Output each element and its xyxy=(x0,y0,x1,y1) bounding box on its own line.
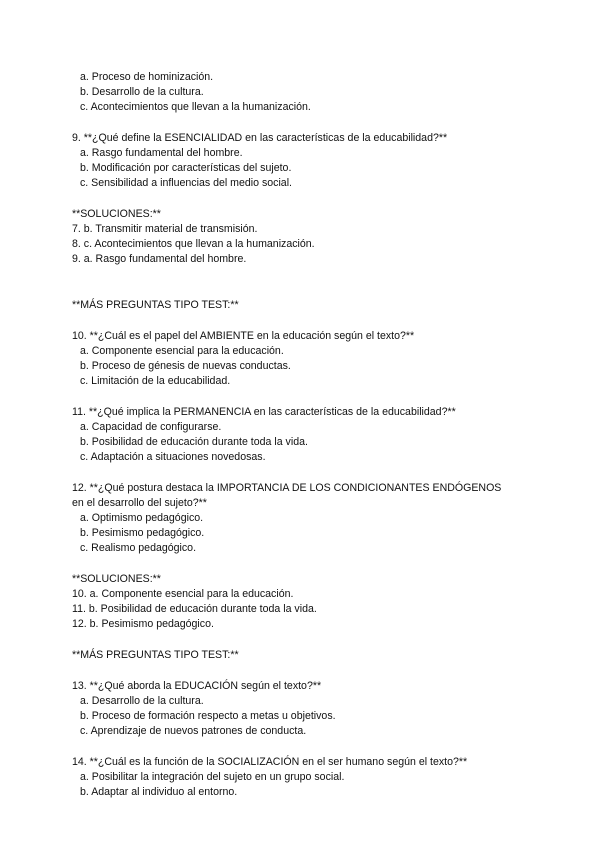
option-b: b. Proceso de génesis de nuevas conductas. xyxy=(80,360,291,372)
option-c: c. Acontecimientos que llevan a la humanización. xyxy=(80,101,311,113)
option-b: b. Modificación por características del sujeto. xyxy=(80,162,292,174)
section-heading-2 xyxy=(72,298,542,313)
option-a: a. Proceso de hominización. xyxy=(80,71,214,83)
question-text: 10. **¿Cuál es el papel del AMBIENTE en la educación según el texto?** xyxy=(72,330,415,342)
solution-item: 11. b. Posibilidad de educación durante toda la vida. xyxy=(72,603,317,615)
option-a: a. Componente esencial para la educación. xyxy=(80,345,284,357)
solution-item: 10. a. Componente esencial para la educación. xyxy=(72,588,294,600)
option-c: c. Realismo pedagógico. xyxy=(80,542,197,554)
question-text-line-2: en el desarrollo del sujeto?** xyxy=(72,497,207,509)
solutions-block-2 xyxy=(72,572,542,632)
option-c: c. Limitación de la educabilidad. xyxy=(80,375,231,387)
section-heading: **MÁS PREGUNTAS TIPO TEST:** xyxy=(72,649,239,661)
question-12 xyxy=(72,481,542,556)
question-8-options xyxy=(72,70,542,115)
option-c: c. Sensibilidad a influencias del medio social. xyxy=(80,177,292,189)
question-text: 9. **¿Qué define la ESENCIALIDAD en las características de la educabilidad?** xyxy=(72,132,448,144)
option-c: c. Aprendizaje de nuevos patrones de conducta. xyxy=(80,725,307,737)
solutions-heading: **SOLUCIONES:** xyxy=(72,208,161,220)
option-a: a. Posibilitar la integración del sujeto en un grupo social. xyxy=(80,771,345,783)
solution-item: 8. c. Acontecimientos que llevan a la humanización. xyxy=(72,238,315,250)
option-b: b. Posibilidad de educación durante toda la vida. xyxy=(80,436,308,448)
option-b: b. Adaptar al individuo al entorno. xyxy=(80,786,238,798)
document-page xyxy=(72,70,542,800)
question-text: 13. **¿Qué aborda la EDUCACIÓN según el texto?** xyxy=(72,680,322,692)
option-a: a. Optimismo pedagógico. xyxy=(80,512,204,524)
question-14 xyxy=(72,755,542,800)
question-10 xyxy=(72,329,542,389)
question-9 xyxy=(72,131,542,191)
question-text: 14. **¿Cuál es la función de la SOCIALIZACIÓN en el ser humano según el texto?** xyxy=(72,756,468,768)
question-11 xyxy=(72,405,542,465)
option-b: b. Proceso de formación respecto a metas u objetivos. xyxy=(80,710,336,722)
question-text: 11. **¿Qué implica la PERMANENCIA en las características de la educabilidad?** xyxy=(72,406,456,418)
solution-item: 9. a. Rasgo fundamental del hombre. xyxy=(72,253,247,265)
option-c: c. Adaptación a situaciones novedosas. xyxy=(80,451,266,463)
solutions-block-1 xyxy=(72,207,542,267)
question-13 xyxy=(72,679,542,739)
option-a: a. Desarrollo de la cultura. xyxy=(80,695,204,707)
section-heading-3 xyxy=(72,648,542,663)
solutions-heading: **SOLUCIONES:** xyxy=(72,573,161,585)
section-heading: **MÁS PREGUNTAS TIPO TEST:** xyxy=(72,299,239,311)
option-b: b. Desarrollo de la cultura. xyxy=(80,86,204,98)
option-a: a. Rasgo fundamental del hombre. xyxy=(80,147,243,159)
question-text-line-1: 12. **¿Qué postura destaca la IMPORTANCIA DE LOS CONDICIONANTES ENDÓGENOS xyxy=(72,482,502,494)
option-b: b. Pesimismo pedagógico. xyxy=(80,527,205,539)
option-a: a. Capacidad de configurarse. xyxy=(80,421,222,433)
solution-item: 7. b. Transmitir material de transmisión. xyxy=(72,223,258,235)
solution-item: 12. b. Pesimismo pedagógico. xyxy=(72,618,214,630)
